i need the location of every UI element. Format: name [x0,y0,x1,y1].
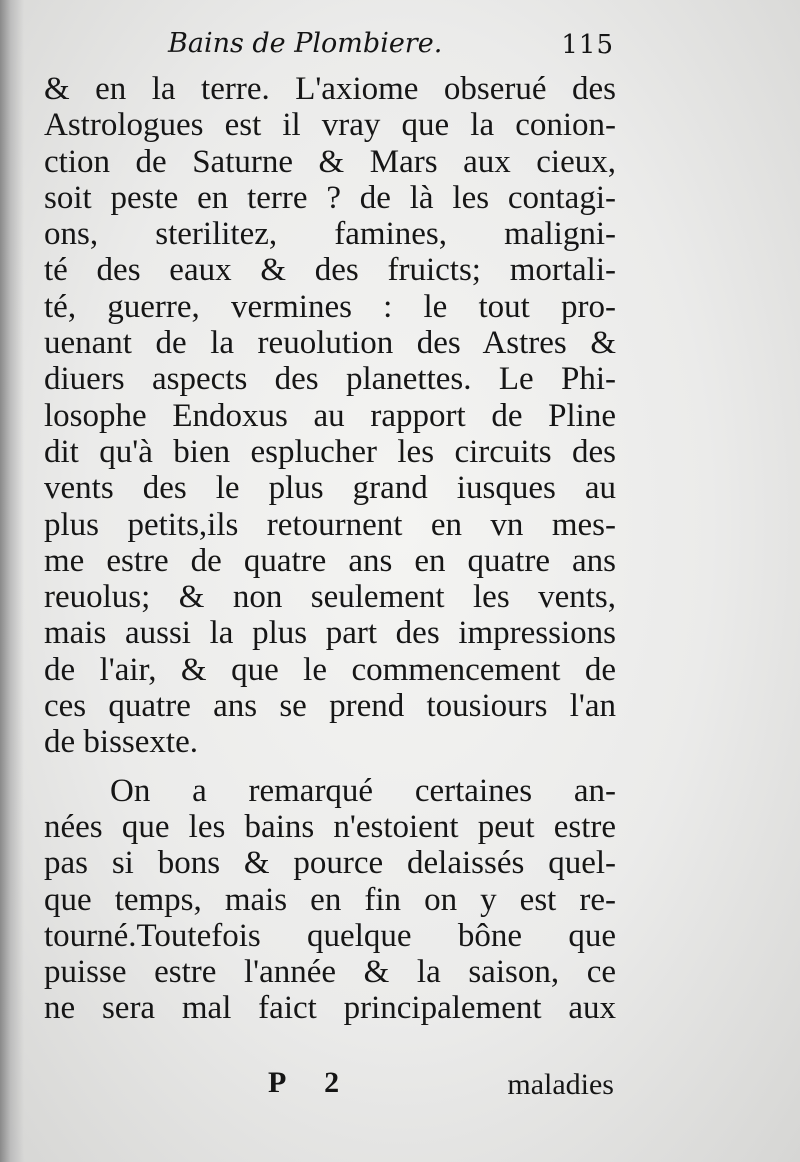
text-line: ne sera mal faict principalement aux [44,990,616,1027]
text-line: de l'air, & que le commencement de [44,651,616,688]
text-line: reuolus; & non seulement les vents, [44,579,616,616]
text-line: losophe Endoxus au rapport de Pline [44,397,616,434]
running-title: Bains de Plombiere. [168,28,443,59]
text-line: de bissexte. [44,724,198,761]
text-line: uenant de la reuolution des Astres & [44,325,616,362]
text-line: nées que les bains n'estoient peut estre [44,808,616,845]
text-line: vents des le plus grand iusques au [44,470,616,507]
text-line: & en la terre. L'axiome obserué des [44,71,616,107]
page-number: 115 [561,30,614,60]
text-line: Astrologues est il vray que la conion- [44,107,616,144]
text-line: ction de Saturne & Mars aux cieux, [44,143,616,180]
text-line: On a remarqué certaines an- [110,772,616,809]
text-line: pas si bons & pource delaissés quel- [44,845,616,882]
paragraph-1 [44,71,616,761]
catchword: maladies [507,1068,614,1101]
text-line: me estre de quatre ans en quatre ans [44,542,616,579]
text-line: puisse estre l'année & la saison, ce [44,954,616,991]
paragraph-gap [44,761,616,773]
text-line: tourné.Toutefois quelque bône que [44,917,616,954]
paragraph-2 [44,773,616,1027]
text-line: que temps, mais en fin on y est re- [44,881,616,918]
text-block [44,71,616,1027]
text-line: ons, sterilitez, famines, maligni- [44,216,616,253]
text-line: diuers aspects des planettes. Le Phi- [44,361,616,398]
text-line: té des eaux & des fruicts; mortali- [44,252,616,289]
text-line: mais aussi la plus part des impressions [44,615,616,652]
text-line: dit qu'à bien esplucher les circuits des [44,433,616,470]
signature-mark: P 2 [268,1066,356,1099]
text-line: plus petits,ils retournent en vn mes- [44,506,616,543]
text-line: soit peste en terre ? de là les contagi- [44,179,616,216]
text-line: ces quatre ans se prend tousiours l'an [44,688,616,725]
page-gutter-shadow [0,0,24,1162]
text-line: té, guerre, vermines : le tout pro- [44,288,616,325]
